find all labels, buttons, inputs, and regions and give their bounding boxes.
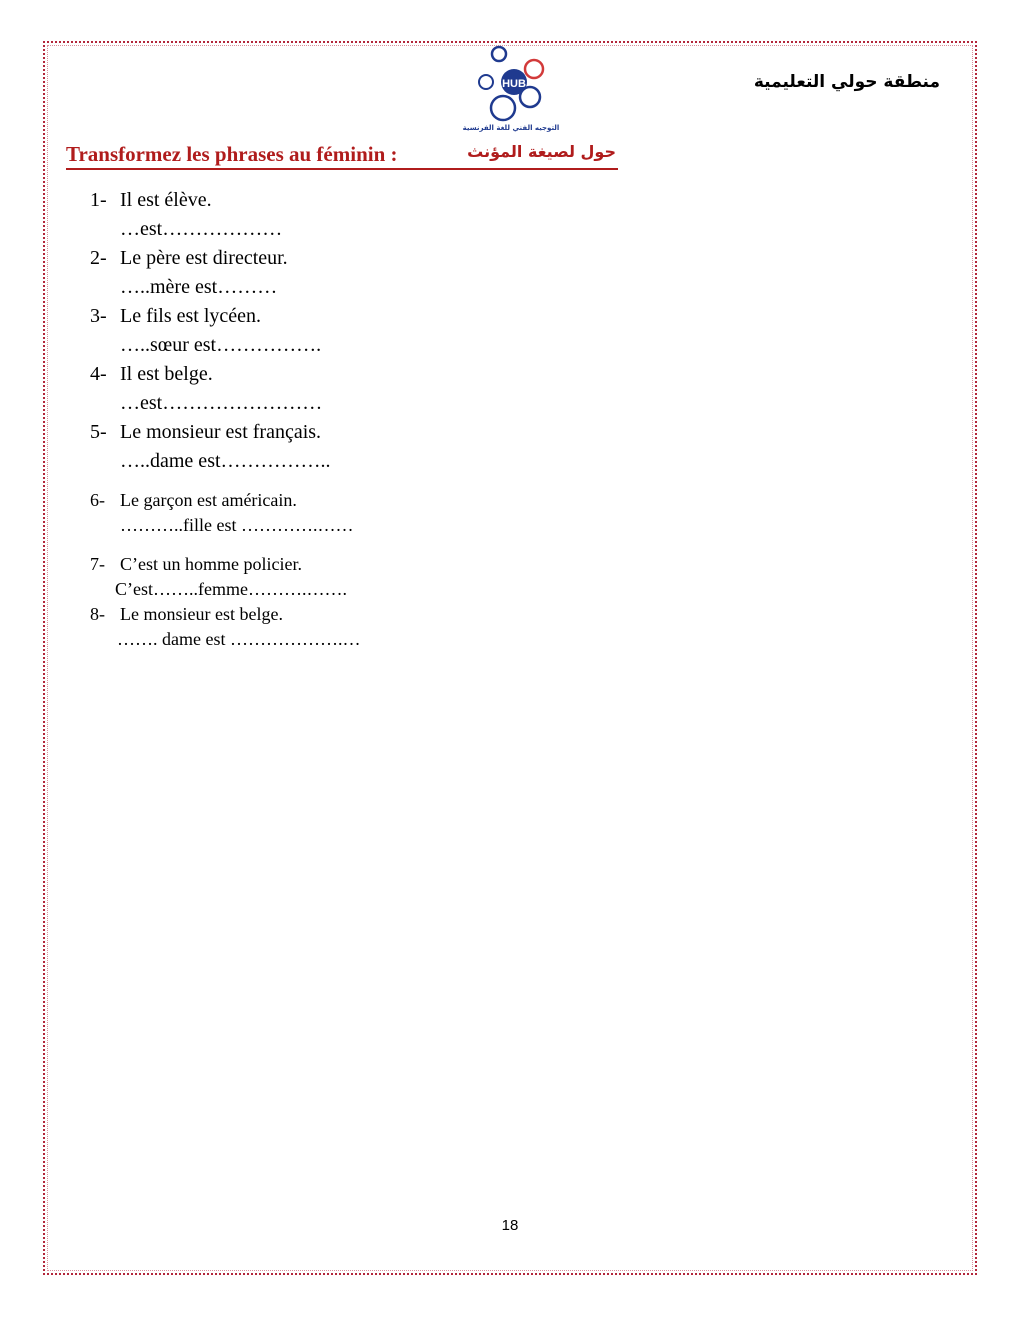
title-arabic: حول لصيغة المؤنث xyxy=(467,142,616,161)
item-number: 1- xyxy=(90,189,107,211)
item-sentence: Le monsieur est français. xyxy=(120,421,322,443)
item-answer-line: …est……………… xyxy=(120,218,283,240)
exercise-item-7 xyxy=(90,552,610,602)
exercise-title xyxy=(66,142,618,170)
logo-graphic xyxy=(452,42,570,138)
item-number: 2- xyxy=(90,247,107,269)
item-number: 4- xyxy=(90,363,107,385)
item-number: 8- xyxy=(90,604,105,624)
item-answer-line: …..dame est…………….. xyxy=(120,450,331,472)
exercise-item-5 xyxy=(90,418,610,476)
item-answer-line: C’est……..femme……….……. xyxy=(115,579,347,599)
exercise-item-1 xyxy=(90,186,610,244)
item-number: 3- xyxy=(90,305,107,327)
item-answer-line: …est…………………… xyxy=(120,392,323,414)
item-number: 7- xyxy=(90,554,105,574)
item-sentence: Le garçon est américain. xyxy=(120,490,297,510)
item-sentence: Il est élève. xyxy=(120,189,212,211)
item-sentence: Le père est directeur. xyxy=(120,247,288,269)
item-sentence: Le fils est lycéen. xyxy=(120,305,262,327)
exercise-item-6 xyxy=(90,488,610,538)
page-number: 18 xyxy=(501,1217,519,1234)
logo-caption: التوجيه الفني للغة الفرنسية xyxy=(462,124,560,132)
item-answer-line: …..mère est……… xyxy=(120,276,278,298)
item-answer-line: ……. dame est ……………….… xyxy=(117,629,361,649)
title-french: Transformez les phrases au féminin : xyxy=(66,142,398,166)
hub-logo xyxy=(452,42,570,138)
exercise-list xyxy=(90,186,610,652)
item-answer-line: …..sœur est……………. xyxy=(120,334,322,356)
item-number: 5- xyxy=(90,421,107,443)
district-name: منطقة حولي التعليمية xyxy=(753,72,940,92)
item-answer-line: ………..fille est ………….…… xyxy=(120,515,354,535)
item-number: 6- xyxy=(90,490,105,510)
exercise-item-8 xyxy=(90,602,610,652)
item-sentence: Il est belge. xyxy=(120,363,213,385)
logo-text: HUB xyxy=(502,78,526,90)
exercise-item-2 xyxy=(90,244,610,302)
exercise-item-4 xyxy=(90,360,610,418)
item-sentence: C’est un homme policier. xyxy=(120,554,302,574)
exercise-item-3 xyxy=(90,302,610,360)
item-sentence: Le monsieur est belge. xyxy=(120,604,283,624)
